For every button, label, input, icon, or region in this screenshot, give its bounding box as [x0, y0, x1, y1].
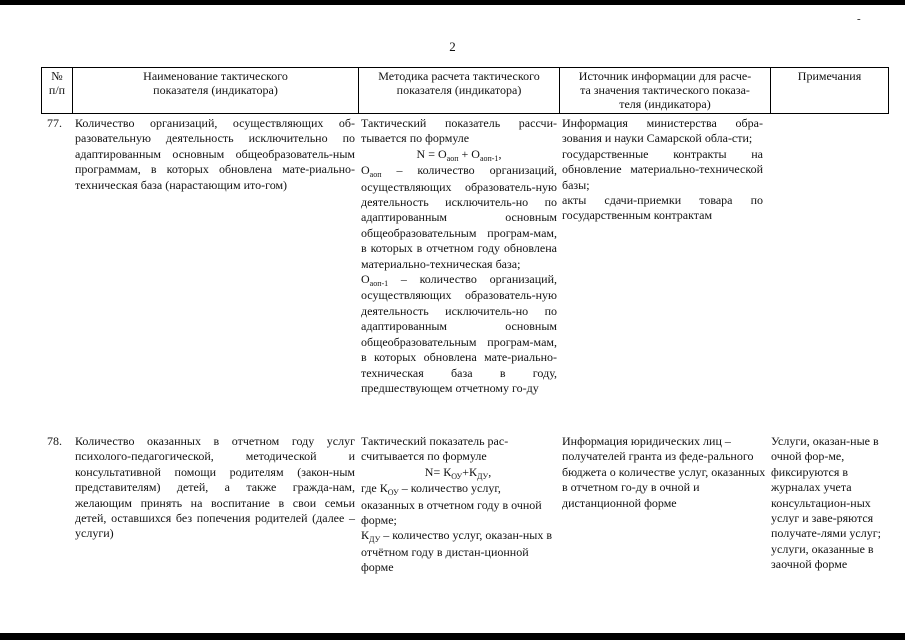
source-item: Информация юридических лиц – получателей гранта из феде-рального бюджета о количестве услуг, оказанных в отчетном го-ду в очной и дистанционной форме: [562, 434, 766, 510]
formula-subscript: ОУ: [451, 471, 463, 481]
header-method: [359, 69, 559, 97]
definition-text: – количество организаций, осуществляющих образователь-ную деятельность исключитель-но по адаптированным основным общеобразовательным програм-мам, в которых в отчетном году обновлена материально-техническая база;: [361, 163, 557, 271]
notes-item: услуги, оказанные в заочной форме: [771, 541, 874, 572]
method-formula: [361, 465, 555, 481]
definition-symbol: где К: [361, 481, 388, 496]
method-formula: [361, 147, 557, 163]
definition-text: – количество организаций, осуществляющих образователь-ную деятельность исключитель-но по адаптированным основным общеобразовательным програм-мам, в которых обновлена мате-риально-техническая база в году, предшествующем отчетному го-ду: [361, 272, 557, 395]
col-divider: [888, 67, 889, 114]
indicator-name: Количество организаций, осуществляющих об-разовательную деятельность исключительно по адаптированным основным общеобразователь-ным программам, в которых обновлена мате-риально-техническая база (нарастающим ито-гом): [75, 116, 355, 192]
page-number: 2: [449, 39, 456, 54]
calculation-method: [361, 116, 557, 396]
information-source: [562, 434, 767, 511]
calculation-method: [361, 434, 555, 576]
header-source-line: Источник информации для расче-: [578, 69, 752, 83]
formula-part: ,: [488, 464, 492, 479]
header-method-line: Методика расчета тактического: [378, 69, 540, 83]
method-intro: Тактический показатель рассчи-тывается по формуле: [361, 116, 557, 146]
definition-subscript: ОУ: [387, 488, 399, 498]
header-source-line: та значения тактического показа-: [580, 83, 750, 97]
definition-symbol: К: [361, 528, 370, 543]
row-number: 78.: [47, 434, 62, 448]
method-intro: Тактический показатель рас-считывается по формуле: [361, 434, 509, 464]
header-num: [42, 69, 72, 97]
formula-part: N = О: [416, 146, 447, 161]
header-notes-line: Примечания: [797, 69, 862, 83]
header-source-line: теля (индикатора): [619, 97, 711, 111]
definition-symbol: О: [361, 163, 370, 178]
source-item: государственные контракты на обновление материально-технической базы;: [562, 146, 763, 192]
formula-subscript: ДУ: [477, 471, 489, 481]
definition-subscript: аоп-1: [369, 279, 389, 289]
formula-part: +К: [462, 464, 477, 479]
row-number: 77.: [47, 116, 62, 130]
bottom-border: [0, 633, 905, 640]
header-bottom-line: [41, 113, 889, 114]
definition-text: – количество услуг, оказанных в отчетном году в очной форме;: [361, 481, 542, 528]
header-num-line: №: [51, 69, 63, 83]
table-header: [41, 67, 889, 114]
notes-item: Услуги, оказан-ные в очной фор-ме, фиксируются в журналах учета консультацион-ных услуг и заве-ряются получате-лями услуг;: [771, 434, 881, 541]
source-item: акты сдачи-приемки товара по государственным контрактам: [562, 193, 763, 223]
notes: [771, 434, 883, 573]
formula-part: ,: [498, 146, 502, 161]
definition-symbol: О: [361, 272, 370, 287]
formula-part: N= К: [424, 464, 452, 479]
definition-text: – количество услуг, оказан-ных в отчётном году в дистан-ционной форме: [361, 528, 553, 575]
method-definition: [361, 272, 557, 396]
information-source: [562, 116, 763, 224]
header-source: [560, 69, 770, 111]
header-name-line: Наименование тактического: [143, 69, 288, 83]
header-name-line: показателя (индикатора): [153, 83, 278, 97]
indicator-table: [41, 67, 889, 575]
top-border: [0, 0, 905, 5]
formula-subscript: аоп-1: [479, 153, 499, 163]
indicator-name: Количество оказанных в отчетном году услуг психолого-педагогической, методической и консультативной помощи родителям (закон-ным представителям) детей, а также гражда-нам, желающим принять на воспитание в свои семьи детей, оставшихся без попечения родителей (далее – услуги): [75, 434, 355, 541]
corner-mark: -: [857, 13, 861, 25]
method-definition: [361, 481, 555, 528]
method-definition: [361, 163, 557, 272]
header-num-line: п/п: [48, 83, 66, 97]
header-top-line: [41, 67, 889, 68]
source-item: Информация министерства обра-зования и науки Самарской обла-сти;: [562, 116, 763, 146]
header-name: [73, 69, 358, 97]
definition-subscript: аоп: [369, 170, 382, 180]
method-definition: [361, 528, 555, 575]
formula-subscript: аоп: [446, 153, 459, 163]
formula-part: + О: [458, 146, 480, 161]
header-notes: [771, 69, 888, 83]
header-method-line: показателя (индикатора): [396, 83, 522, 97]
definition-subscript: ДУ: [369, 535, 381, 545]
